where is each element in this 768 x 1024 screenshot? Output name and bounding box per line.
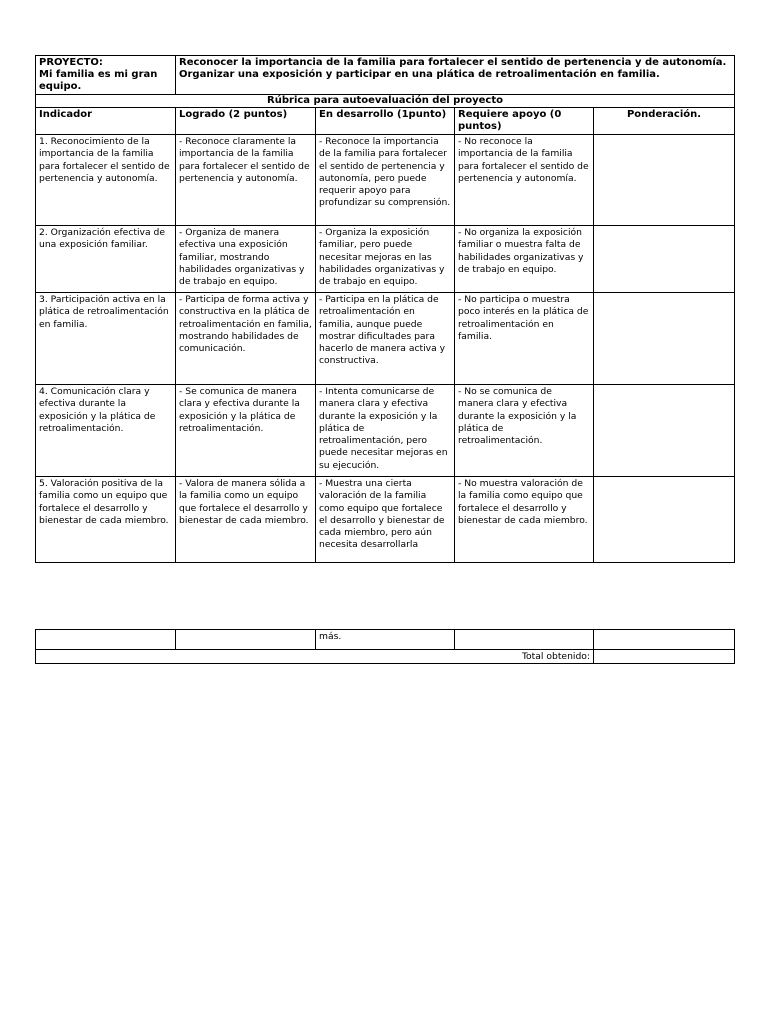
rubric-table-continuation — [35, 629, 735, 664]
total-value-cell[interactable] — [594, 650, 735, 664]
rubric-title-row — [36, 95, 735, 108]
achieved-cell — [176, 630, 316, 650]
indicator-cell: 2. Organización efectiva de una exposición familiar. — [36, 226, 176, 293]
needs-support-cell: - No muestra valoración de la familia como equipo que fortalece el desarrollo y bienestar de cada miembro. — [455, 477, 594, 563]
developing-cell: - Organiza la exposición familiar, pero puede necesitar mejoras en las habilidades organizativas y de trabajo en equipo. — [316, 226, 455, 293]
col-header-indicator: Indicador — [36, 108, 176, 135]
needs-support-cell: - No se comunica de manera clara y efectiva durante la exposición y la plática de retroalimentación. — [455, 385, 594, 477]
total-row — [36, 650, 735, 664]
table-row — [36, 630, 735, 650]
project-label: PROYECTO: — [39, 57, 103, 68]
needs-support-cell: - No organiza la exposición familiar o muestra falta de habilidades organizativas y de trabajo en equipo. — [455, 226, 594, 293]
weighting-cell[interactable] — [594, 630, 735, 650]
indicator-cell: 1. Reconocimiento de la importancia de la familia para fortalecer el sentido de pertenencia y autonomía. — [36, 135, 176, 226]
indicator-cell: 5. Valoración positiva de la familia como un equipo que fortalece el desarrollo y bienestar de cada miembro. — [36, 477, 176, 563]
indicator-cell: 3. Participación activa en la plática de retroalimentación en familia. — [36, 293, 176, 385]
project-goal-2: Organizar una exposición y participar en una plática de retroalimentación en familia. — [179, 69, 660, 80]
table-row — [36, 226, 735, 293]
needs-support-cell — [455, 630, 594, 650]
developing-cell: - Intenta comunicarse de manera clara y efectiva durante la exposición y la plática de retroalimentación, pero puede necesitar mejoras en su ejecución. — [316, 385, 455, 477]
table-row — [36, 385, 735, 477]
table-row — [36, 477, 735, 563]
achieved-cell: - Se comunica de manera clara y efectiva durante la exposición y la plática de retroalimentación. — [176, 385, 316, 477]
developing-cell: - Muestra una cierta valoración de la familia como equipo que fortalece el desarrollo y bienestar de cada miembro, pero aún necesita desarrollarla — [316, 477, 455, 563]
needs-support-cell: - No reconoce la importancia de la familia para fortalecer el sentido de pertenencia y autonomía. — [455, 135, 594, 226]
rubric-table — [35, 55, 735, 563]
column-header-row — [36, 108, 735, 135]
achieved-cell: - Organiza de manera efectiva una exposición familiar, mostrando habilidades organizativas y de trabajo en equipo. — [176, 226, 316, 293]
project-header-row — [36, 56, 735, 95]
weighting-cell[interactable] — [594, 385, 735, 477]
developing-cell: - Participa en la plática de retroalimentación en familia, aunque puede mostrar dificultades para hacerlo de manera activa y constructiva. — [316, 293, 455, 385]
col-header-achieved: Logrado (2 puntos) — [176, 108, 316, 135]
col-header-developing: En desarrollo (1punto) — [316, 108, 455, 135]
achieved-cell: - Valora de manera sólida a la familia como un equipo que fortalece el desarrollo y bienestar de cada miembro. — [176, 477, 316, 563]
weighting-cell[interactable] — [594, 477, 735, 563]
project-goals-cell — [176, 56, 735, 95]
weighting-cell[interactable] — [594, 135, 735, 226]
rubric-title: Rúbrica para autoevaluación del proyecto — [36, 95, 735, 108]
project-cell — [36, 56, 176, 95]
weighting-cell[interactable] — [594, 226, 735, 293]
col-header-needs-support: Requiere apoyo (0 puntos) — [455, 108, 594, 135]
achieved-cell: - Reconoce claramente la importancia de la familia para fortalecer el sentido de pertenencia y autonomía. — [176, 135, 316, 226]
indicator-cell: 4. Comunicación clara y efectiva durante la exposición y la plática de retroalimentación. — [36, 385, 176, 477]
table-row — [36, 293, 735, 385]
table-row — [36, 135, 735, 226]
project-goal-1: Reconocer la importancia de la familia para fortalecer el sentido de pertenencia y de autonomía. — [179, 57, 727, 68]
developing-cell: - Reconoce la importancia de la familia para fortalecer el sentido de pertenencia y autonomía, pero puede requerir apoyo para profundizar su comprensión. — [316, 135, 455, 226]
col-header-weighting: Ponderación. — [594, 108, 735, 135]
total-label: Total obtenido: — [36, 650, 594, 664]
achieved-cell: - Participa de forma activa y constructiva en la plática de retroalimentación en familia, mostrando habilidades de comunicación. — [176, 293, 316, 385]
weighting-cell[interactable] — [594, 293, 735, 385]
needs-support-cell: - No participa o muestra poco interés en la plática de retroalimentación en familia. — [455, 293, 594, 385]
developing-cell: más. — [316, 630, 455, 650]
indicator-cell — [36, 630, 176, 650]
project-name: Mi familia es mi gran equipo. — [39, 69, 158, 92]
